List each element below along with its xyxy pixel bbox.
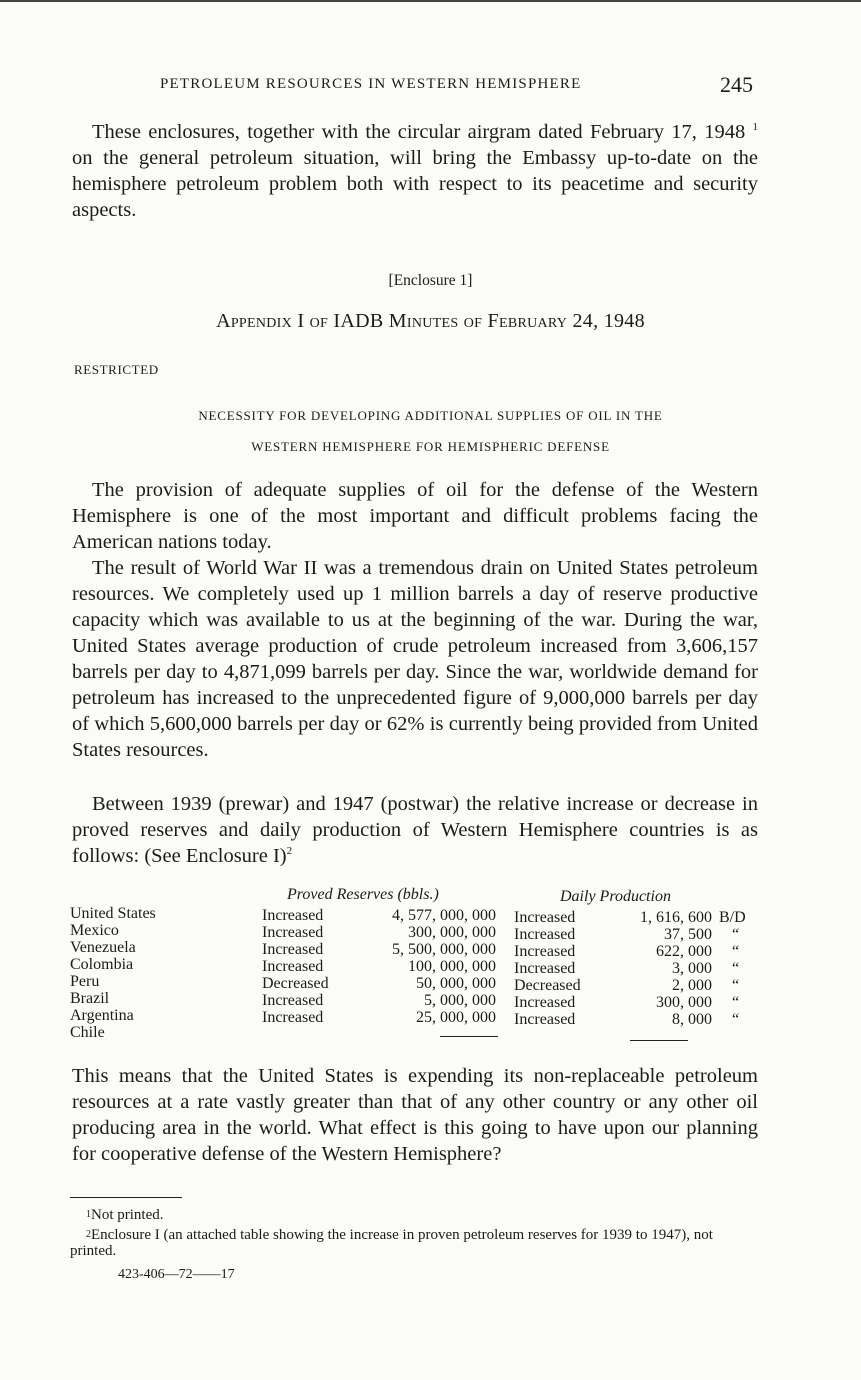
- body-paragraph-3: [72, 791, 758, 869]
- footnote-ref-2: 2: [286, 845, 293, 858]
- production-amount-cell: 2, 000: [672, 977, 712, 994]
- unit-cell: “: [732, 1011, 740, 1028]
- reserve-status-cell: Increased: [262, 907, 324, 924]
- reserve-amount-cell: 5, 000, 000: [424, 992, 496, 1009]
- unit-cell: “: [732, 943, 740, 960]
- appendix-title: Appendix I of IADB Minutes of February 24, 1948: [216, 310, 645, 332]
- reserve-amount-cell: 5, 500, 000, 000: [392, 941, 496, 958]
- production-amount-cell: 1, 616, 600: [640, 909, 712, 926]
- footnote-separator: [70, 1197, 182, 1198]
- reserve-status-cell: Increased: [262, 992, 324, 1009]
- country-cell: Chile: [70, 1024, 105, 1041]
- unit-cell: “: [732, 977, 740, 994]
- unit-cell: “: [732, 960, 740, 977]
- reserve-status-cell: Increased: [262, 1009, 324, 1026]
- subtitle-line-2: WESTERN HEMISPHERE FOR HEMISPHERIC DEFENSE: [251, 439, 610, 454]
- classification-marking: RESTRICTED: [74, 362, 159, 377]
- production-amount-cell: 3, 000: [672, 960, 712, 977]
- print-code: 423-406—72——17: [118, 1267, 235, 1282]
- reserve-amount-cell: 300, 000, 000: [408, 924, 496, 941]
- subtitle-line-1: NECESSITY FOR DEVELOPING ADDITIONAL SUPPLIES OF OIL IN THE: [198, 408, 663, 423]
- reserve-amount-cell: 25, 000, 000: [416, 1009, 496, 1026]
- production-amount-cell: 300, 000: [656, 994, 712, 1011]
- unit-cell: “: [732, 994, 740, 1011]
- top-border-rule: [0, 0, 861, 2]
- enclosure-label: [Enclosure 1]: [388, 272, 473, 289]
- body-paragraph-1: The provision of adequate supplies of oil for the defense of the Western Hemisphere is one of the most important and difficult problems facing the American nations today.: [72, 479, 758, 553]
- body-paragraph-4: This means that the United States is expending its non-replaceable petroleum resources at a rate vastly greater than that of any other country or any other oil producing area in the world. What effect is this going to have upon our planning for cooperative defense of the Western Hemisphere?: [72, 1065, 758, 1165]
- country-cell: Peru: [70, 973, 100, 990]
- running-title: PETROLEUM RESOURCES IN WESTERN HEMISPHERE: [160, 76, 582, 92]
- unit-cell: “: [732, 926, 740, 943]
- footnote-ref-1: 1: [752, 121, 758, 134]
- reserve-status-cell: Increased: [262, 941, 324, 958]
- intro-text-before: These enclosures, together with the circular airgram dated February 17, 1948: [92, 121, 746, 143]
- footnote-2-marker: 2: [86, 1229, 91, 1240]
- country-cell: United States: [70, 905, 156, 922]
- production-amount-cell: 622, 000: [656, 943, 712, 960]
- production-total-rule: [630, 1040, 688, 1041]
- production-status-cell: Increased: [514, 1011, 576, 1028]
- reserve-amount-cell: 100, 000, 000: [408, 958, 496, 975]
- intro-paragraph: [72, 119, 758, 223]
- production-status-cell: Increased: [514, 909, 576, 926]
- header-daily-production: Daily Production: [560, 888, 671, 905]
- body-paragraph-2: The result of World War II was a tremendous drain on United States petroleum resources. We completely used up 1 million barrels a day of reserve productive capacity which was available to us at the beginning of the war. During the war, United States average production of crude petroleum increased from 3,606,157 barrels per day to 4,871,099 barrels per day. Since the war, worldwide demand for petroleum has increased to the unprecedented figure of 9,000,000 barrels per day of which 5,600,000 barrels per day or 62% is currently being provided from United States resources.: [72, 557, 758, 761]
- country-cell: Argentina: [70, 1007, 134, 1024]
- body-paragraph-3-text: Between 1939 (prewar) and 1947 (postwar) the relative increase or decrease in proved reserves and daily production of Western Hemisphere countries is as follows: (See Enclosure I): [72, 793, 758, 867]
- footnote-1-marker: 1: [86, 1209, 91, 1220]
- production-status-cell: Increased: [514, 994, 576, 1011]
- reserve-status-cell: Increased: [262, 958, 324, 975]
- reserve-status-cell: Decreased: [262, 975, 329, 992]
- unit-cell: B/D: [719, 909, 746, 926]
- header-proved-reserves: Proved Reserves (bbls.): [287, 886, 439, 903]
- footnote-2-text: Enclosure I (an attached table showing the increase in proven petroleum reserves for 1939 to 1947), not printed.: [70, 1227, 713, 1259]
- reserves-total-rule: [440, 1036, 498, 1037]
- footnote-1: [86, 1207, 776, 1223]
- reserve-amount-cell: 50, 000, 000: [416, 975, 496, 992]
- production-status-cell: Increased: [514, 960, 576, 977]
- footnote-1-text: Not printed.: [91, 1207, 164, 1223]
- production-amount-cell: 37, 500: [664, 926, 712, 943]
- country-cell: Colombia: [70, 956, 134, 973]
- footnote-2: [70, 1227, 760, 1259]
- production-amount-cell: 8, 000: [672, 1011, 712, 1028]
- reserve-amount-cell: 4, 577, 000, 000: [392, 907, 496, 924]
- country-cell: Venezuela: [70, 939, 136, 956]
- intro-text-after: on the general petroleum situation, will bring the Embassy up-to-date on the hemisphere petroleum problem both with respect to its peacetime and security aspects.: [72, 147, 758, 221]
- page-number: 245: [720, 72, 753, 97]
- production-status-cell: Increased: [514, 926, 576, 943]
- production-status-cell: Increased: [514, 943, 576, 960]
- country-cell: Brazil: [70, 990, 110, 1007]
- reserve-status-cell: Increased: [262, 924, 324, 941]
- petroleum-table: [68, 886, 768, 1046]
- production-status-cell: Decreased: [514, 977, 581, 994]
- country-cell: Mexico: [70, 922, 119, 939]
